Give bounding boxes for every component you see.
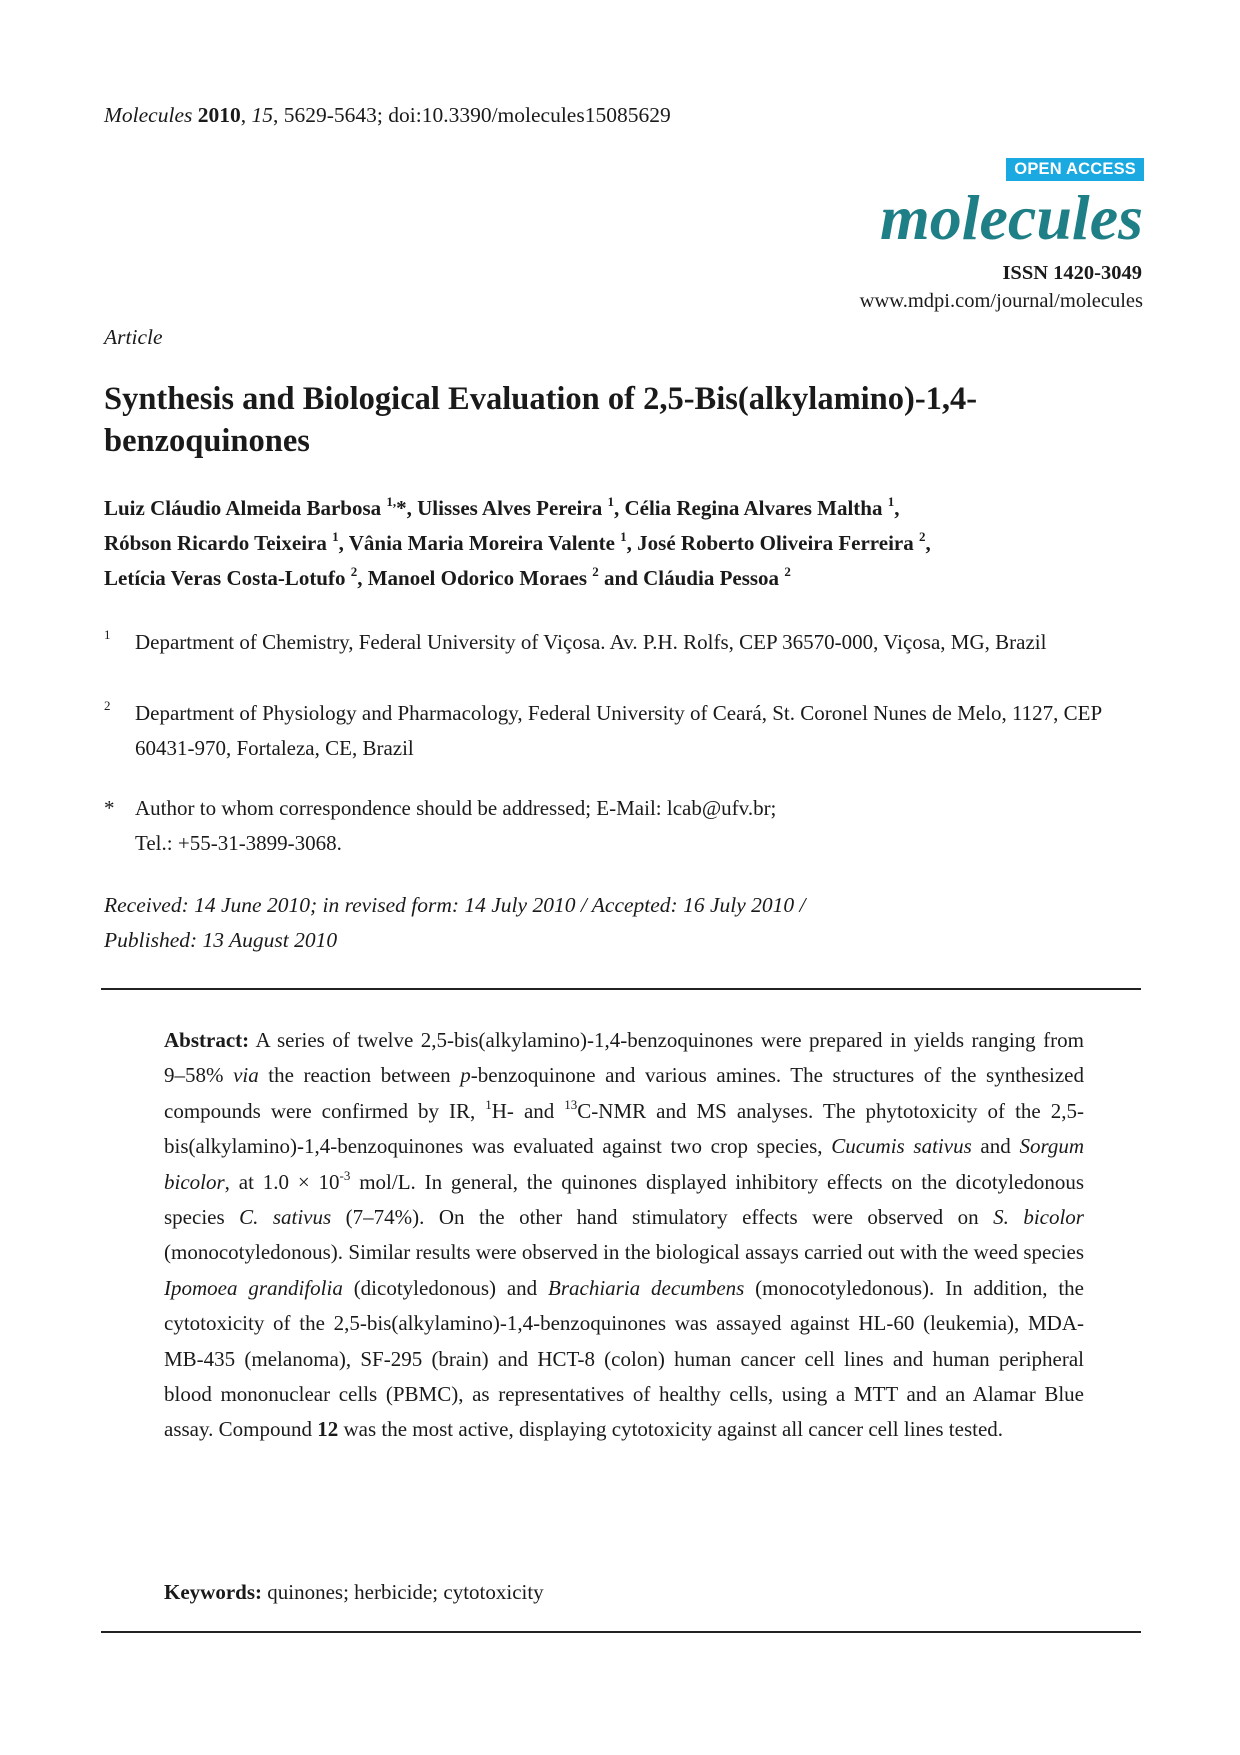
open-access-badge: OPEN ACCESS [1006,158,1144,181]
author-list [104,491,1154,596]
exponent-superscript: -3 [339,1167,351,1183]
author-separator: , [894,496,900,520]
correspondence-mark: * [104,796,115,820]
abstract [164,1023,1084,1448]
species-name: C. sativus [239,1205,332,1230]
abstract-text: and [971,1134,1020,1159]
abstract-italic: via [233,1063,259,1088]
author-affiliation-mark: 2 [592,564,599,579]
author-separator: , [357,566,368,590]
author-name: Ulisses Alves Pereira [417,496,603,520]
citation-journal: Molecules [104,103,193,127]
abstract-italic: p [460,1063,471,1088]
isotope-superscript: 13 [564,1096,578,1112]
abstract-text: C-NMR and MS analyses. The phytotoxicity of the 2,5-bis(alkylamino)-1,4-benzoquinones was evaluated against two crop species, [164,1098,1084,1159]
author-separator: *, [396,496,418,520]
abstract-label: Abstract: [164,1028,250,1052]
author-name: Cláudia Pessoa [643,566,780,590]
abstract-text: (monocotyledonous). In addition, the cytotoxicity of the 2,5-bis(alkylamino)-1,4-benzoquinones was assayed against HL-60 (leukemia), MDA-MB-435 (melanoma), SF-295 (brain) and HCT-8 (colon) human cancer cell lines and human peripheral blood mononuclear cells (PBMC), as representatives of healthy cells, using a MTT and an Alamar Blue assay. Compound [164,1275,1084,1442]
abstract-text: the reaction between [258,1063,461,1088]
author-affiliation-mark: 1 [887,494,895,509]
abstract-text: mol/L. In general, the quinones displayed inhibitory effects on the dicotyledonous species [164,1169,1084,1230]
author-affiliation-mark: 1 [607,494,614,509]
species-name: Brachiaria decumbens [548,1275,745,1300]
citation-year: 2010 [197,103,241,127]
affiliation-mark: 1 [104,627,111,642]
author-separator: , [613,496,625,520]
abstract-text: (dicotyledonous) and [342,1275,549,1300]
abstract-text: , at 1.0 × 10 [224,1169,340,1194]
author-name: Vânia Maria Moreira Valente [348,531,615,555]
author-affiliation-mark: 1 [332,529,339,544]
author-name: Luiz Cláudio Almeida Barbosa [104,496,382,520]
abstract-text: -benzoquinone and various amines. The structures of the synthesized compounds were confirmed by IR, [164,1063,1084,1123]
affiliation-mark: 2 [104,698,111,713]
keywords-label: Keywords: [164,1580,262,1604]
author-affiliation-mark: 2 [918,529,926,544]
publication-dates [104,888,806,958]
issn: ISSN 1420-3049 [1002,262,1142,284]
author-affiliation-mark: 2 [350,564,358,579]
abstract-text: H- and [491,1098,565,1123]
author-name: Manoel Odorico Moraes [367,566,588,590]
citation-rest: , 5629-5643; doi:10.3390/molecules15085629 [272,103,671,127]
author-separator: , [925,531,931,555]
affiliation-text: Department of Physiology and Pharmacology, Federal University of Ceará, St. Coronel Nunes de Melo, 1127, CEP 60431-970, Fortaleza, CE, Brazil [135,701,1102,760]
species-name: Ipomoea grandifolia [164,1275,343,1300]
keywords-text: quinones; herbicide; cytotoxicity [262,1580,544,1604]
species-name: Cucumis sativus [831,1134,972,1159]
affiliation-1 [104,625,1144,660]
author-affiliation-mark: 2 [784,564,791,579]
affiliation-2 [104,696,1144,766]
abstract-text: A series of twelve 2,5-bis(alkylamino)-1,4-benzoquinones were prepared in yields ranging from 9–58% [164,1028,1084,1088]
divider-bottom [101,1631,1141,1633]
author-name: Róbson Ricardo Teixeira [104,531,327,555]
article-type: Article [104,325,163,349]
abstract-text: was the most active, displaying cytotoxicity against all cancer cell lines tested. [338,1417,1004,1442]
dates-line-1: Received: 14 June 2010; in revised form: 14 July 2010 / Accepted: 16 July 2010 / [104,893,806,917]
species-name: S. bicolor [993,1205,1084,1230]
author-name: Célia Regina Alvares Maltha [624,496,883,520]
correspondence-note [104,791,1144,861]
author-affiliation-mark: 1 [620,529,627,544]
author-separator: , [626,531,638,555]
species-name: Sorgum bicolor [164,1134,1084,1194]
author-affiliation-mark: 1, [386,494,397,509]
page-title: Synthesis and Biological Evaluation of 2,5-Bis(alkylamino)-1,4-benzoquinones [104,381,978,459]
abstract-text: (monocotyledonous). Similar results were observed in the biological assays carried out with the weed species [164,1240,1084,1265]
journal-logo-text: molecules [879,182,1143,253]
abstract-text: (7–74%). On the other hand stimulatory effects were observed on [331,1205,994,1230]
author-separator: and [598,566,644,590]
isotope-superscript: 1 [485,1096,492,1112]
correspondence-tel: Tel.: +55-31-3899-3068. [135,831,342,855]
divider-top [101,988,1141,990]
dates-line-2: Published: 13 August 2010 [104,928,338,952]
affiliation-text: Department of Chemistry, Federal University of Viçosa. Av. P.H. Rolfs, CEP 36570-000, Viçosa, MG, Brazil [135,630,1047,654]
journal-url[interactable]: www.mdpi.com/journal/molecules [859,290,1143,312]
author-name: José Roberto Oliveira Ferreira [637,531,914,555]
citation-volume: 15 [251,103,273,127]
author-name: Letícia Veras Costa-Lotufo [104,566,346,590]
keywords [164,1580,544,1605]
citation-line: Molecules 2010, 15, 5629-5643; doi:10.3390/molecules15085629 [104,103,671,127]
author-separator: , [338,531,349,555]
compound-number: 12 [317,1417,339,1442]
correspondence-text: Author to whom correspondence should be addressed; E-Mail: lcab@ufv.br; [135,796,777,820]
